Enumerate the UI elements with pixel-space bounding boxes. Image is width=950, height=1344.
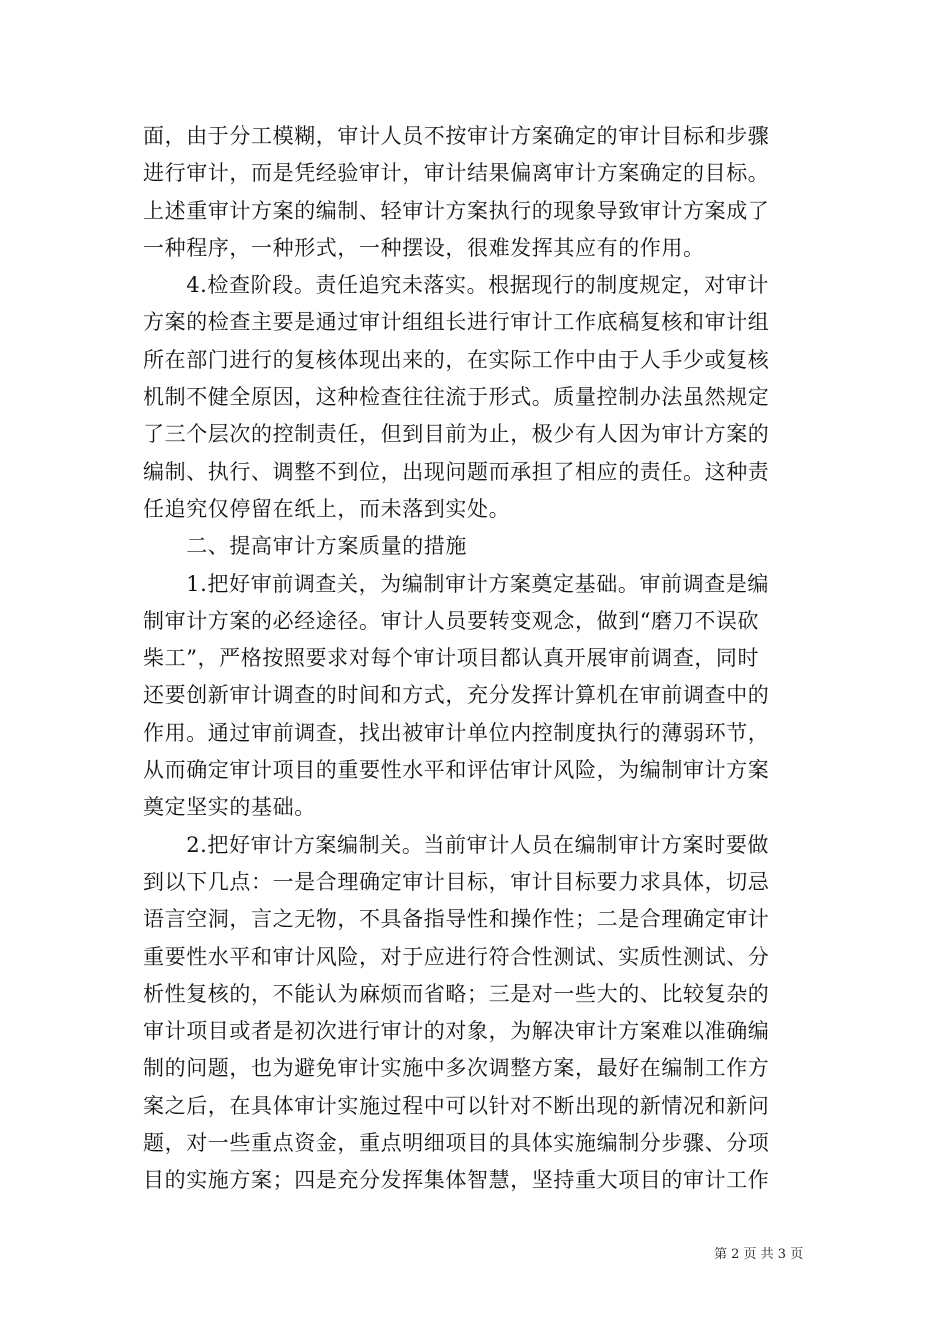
text-line: 机制不健全原因，这种检查往往流于形式。质量控制办法虽然规定 (143, 385, 770, 410)
text-line: 题，对一些重点资金，重点明细项目的具体实施编制分步骤、分项 (143, 1131, 770, 1156)
text-line: 语言空洞，言之无物，不具备指导性和操作性；二是合理确定审计 (143, 907, 770, 932)
text-line: 制审计方案的必经途径。审计人员要转变观念，做到“磨刀不误砍 (143, 608, 760, 633)
text-line: 1.把好审前调查关，为编制审计方案奠定基础。审前调查是编 (143, 571, 770, 596)
text-line: 审计项目或者是初次进行审计的对象，为解决审计方案难以准确编 (143, 1019, 770, 1044)
text-line: 奠定坚实的基础。 (143, 795, 316, 820)
text-line: 所在部门进行的复核体现出来的，在实际工作中由于人手少或复核 (143, 347, 770, 372)
page-number: 第 2 页 共 3 页 (714, 1247, 804, 1262)
text-line: 作用。通过审前调查，找出被审计单位内控制度执行的薄弱环节， (143, 720, 770, 745)
text-line: 2.把好审计方案编制关。当前审计人员在编制审计方案时要做 (143, 832, 770, 857)
text-line: 析性复核的，不能认为麻烦而省略；三是对一些大的、比较复杂的 (143, 981, 770, 1006)
text-line: 上述重审计方案的编制、轻审计方案执行的现象导致审计方案成了 (143, 198, 770, 223)
text-line: 制的问题，也为避免审计实施中多次调整方案，最好在编制工作方 (143, 1056, 770, 1081)
text-line: 从而确定审计项目的重要性水平和评估审计风险，为编制审计方案 (143, 758, 770, 783)
text-line: 到以下几点：一是合理确定审计目标，审计目标要力求具体，切忌 (143, 869, 770, 894)
text-line: 4.检查阶段。责任追究未落实。根据现行的制度规定，对审计 (143, 273, 770, 298)
section-heading: 二、提高审计方案质量的措施 (143, 534, 467, 559)
text-line: 任追究仅停留在纸上，而未落到实处。 (143, 496, 511, 521)
text-line: 一种程序，一种形式，一种摆设，很难发挥其应有的作用。 (143, 235, 705, 260)
text-line: 目的实施方案；四是充分发挥集体智慧，坚持重大项目的审计工作 (143, 1168, 770, 1193)
text-line: 编制、执行、调整不到位，出现问题而承担了相应的责任。这种责 (143, 459, 770, 484)
text-line: 还要创新审计调查的时间和方式，充分发挥计算机在审前调查中的 (143, 683, 770, 708)
text-line: 进行审计，而是凭经验审计，审计结果偏离审计方案确定的目标。 (143, 161, 770, 186)
text-line: 面，由于分工模糊，审计人员不按审计方案确定的审计目标和步骤 (143, 124, 770, 148)
text-line: 柴工”，严格按照要求对每个审计项目都认真开展审前调查，同时 (143, 646, 760, 671)
text-line: 重要性水平和审计风险，对于应进行符合性测试、实质性测试、分 (143, 944, 770, 969)
body-text (143, 118, 807, 1200)
text-line: 案之后，在具体审计实施过程中可以针对不断出现的新情况和新问 (143, 1093, 770, 1118)
text-line: 方案的检查主要是通过审计组组长进行审计工作底稿复核和审计组 (143, 310, 770, 335)
text-line: 了三个层次的控制责任，但到目前为止，极少有人因为审计方案的 (143, 422, 770, 447)
